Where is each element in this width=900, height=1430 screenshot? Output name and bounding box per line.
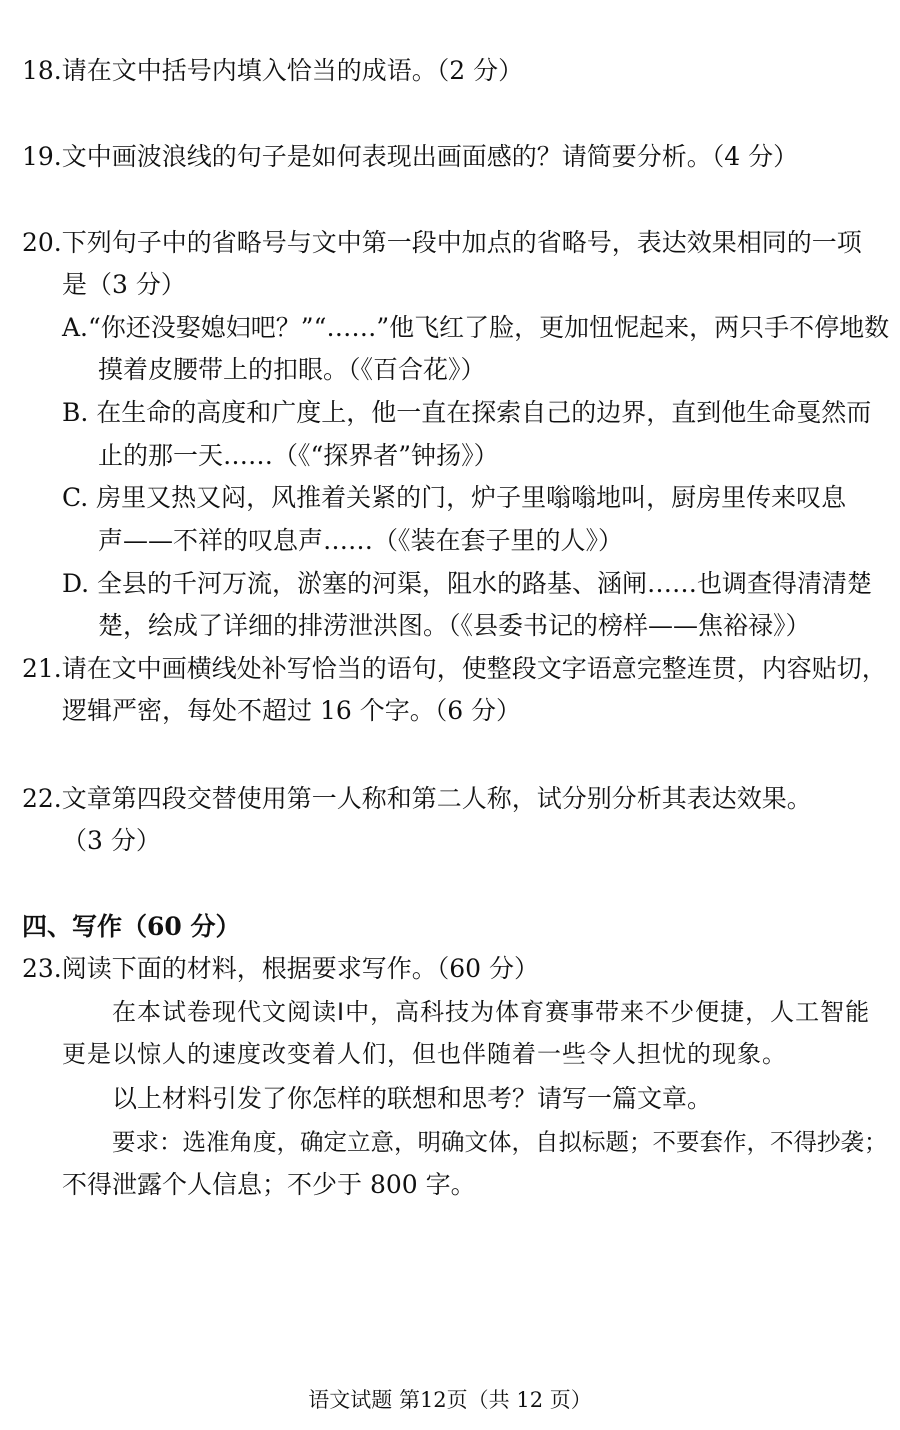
requirements-line2: 不得泄露个人信息；不少于 800 字。 [62, 1170, 476, 1199]
option-d-line1: D. 全县的千河万流，淤塞的河渠，阻水的路基、涵闸……也调查得清清楚 [62, 569, 873, 598]
option-b-line1: B. 在生命的高度和广度上，他一直在探索自己的边界，直到他生命戛然而 [62, 398, 872, 427]
section-writing-title: 四、写作（60 分） [22, 912, 241, 941]
option-d-line2: 楚，绘成了详细的排涝泄洪图。（《县委书记的榜样——焦裕禄》） [98, 611, 811, 640]
page-footer: 语文试题 第12页（共 12 页） [308, 1388, 592, 1412]
material-line1: 在本试卷现代文阅读Ⅰ中，高科技为体育赛事带来不少便捷，人工智能 [112, 998, 871, 1026]
material-line2: 更是以惊人的速度改变着人们，但也伴随着一些令人担忧的现象。 [62, 1040, 787, 1068]
question-23-title: 23.阅读下面的材料，根据要求写作。（60 分） [22, 954, 540, 983]
option-a-line1: A.“你还没娶媳妇吧？”“……”他飞红了脸，更加忸怩起来，两只手不停地数 [62, 313, 890, 342]
question-19: 19.文中画波浪线的句子是如何表现出画面感的？请简要分析。（4 分） [22, 142, 799, 171]
question-21-line2: 逻辑严密，每处不超过 16 个字。（6 分） [62, 696, 522, 725]
option-c-line1: C. 房里又热又闷，风推着关紧的门，炉子里嗡嗡地叫，厨房里传来叹息 [62, 483, 847, 512]
option-b-line2: 止的那一天……（《“探界者”钟扬》） [98, 441, 499, 470]
question-20-stem-line1: 20.下列句子中的省略号与文中第一段中加点的省略号，表达效果相同的一项 [22, 228, 862, 257]
writing-prompt: 以上材料引发了你怎样的联想和思考？请写一篇文章。 [112, 1084, 713, 1113]
question-18: 18.请在文中括号内填入恰当的成语。（2 分） [22, 56, 524, 85]
question-20-stem-line2: 是（3 分） [62, 270, 186, 299]
requirements-line1: 要求：选准角度，确定立意，明确文体，自拟标题；不要套作，不得抄袭； [112, 1128, 888, 1156]
option-c-line2: 声——不祥的叹息声……（《装在套子里的人》） [98, 526, 624, 555]
question-21-line1: 21.请在文中画横线处补写恰当的语句，使整段文字语意完整连贯，内容贴切， [22, 654, 887, 683]
question-22-line2: （3 分） [62, 826, 161, 855]
question-22-line1: 22.文章第四段交替使用第一人称和第二人称，试分别分析其表达效果。 [22, 784, 812, 813]
option-a-line2: 摸着皮腰带上的扣眼。（《百合花》） [98, 355, 486, 384]
